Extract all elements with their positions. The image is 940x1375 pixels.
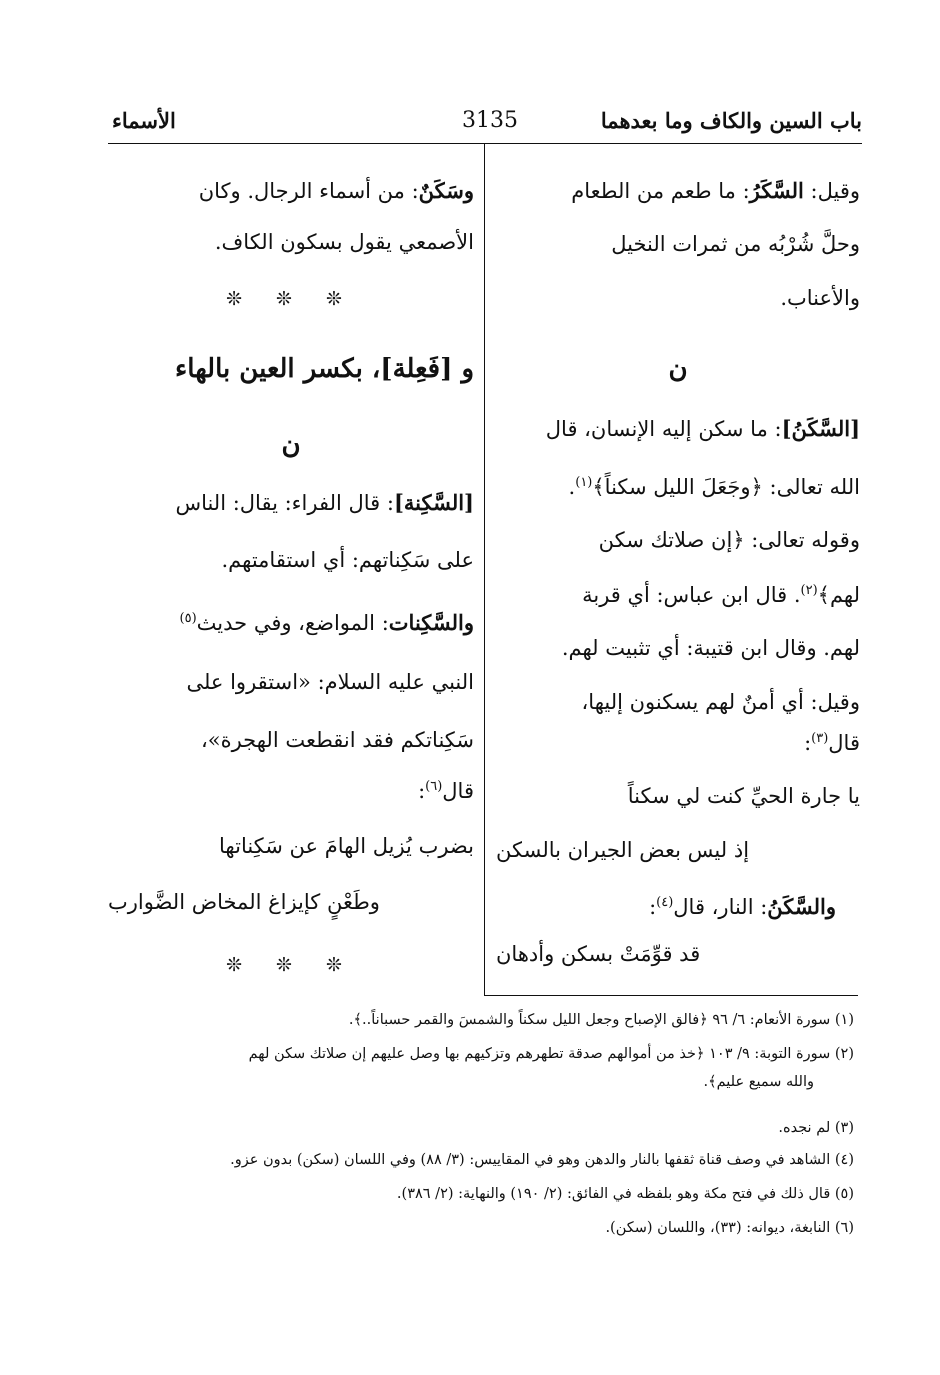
running-header-section: الأسماء bbox=[112, 108, 176, 133]
footnote-ref: (٣) bbox=[811, 731, 829, 746]
footnote: (١) سورة الأنعام: ٦/ ٩٦ ﴿فالق الإصباح وجعل الليل سكناً والشمسَ والقمر حسباناً..﴾. bbox=[348, 1012, 854, 1028]
text-line: على سَكِناتهم: أي استقامتهم. bbox=[221, 548, 474, 572]
verse-line: إذ ليس بعض الجيران بالسكن bbox=[496, 838, 750, 862]
footnote-ref: (٢) bbox=[800, 583, 818, 598]
verse-line: يا جارة الحيِّ كنت لي سكناً bbox=[627, 784, 860, 808]
column-divider bbox=[484, 143, 485, 995]
footnote-continuation: والله سميع عليم﴾. bbox=[703, 1074, 814, 1090]
text-line: وقوله تعالى: ﴿إن صلاتك سكن bbox=[598, 528, 860, 552]
footnote-rule bbox=[484, 995, 858, 996]
footnote: (٥) قال ذلك في فتح مكة وهو بلفظه في الفائق: (٢/ ١٩٠) والنهاية: (٢/ ٣٨٦). bbox=[396, 1186, 854, 1202]
section-separator: ❊ ❊ ❊ bbox=[226, 288, 356, 310]
verse-line: وطَعْنٍ كإيزاغ المخاض الضَّوارب bbox=[108, 890, 380, 914]
footnote: (٦) النابغة، ديوانه: (٣٣)، واللسان (سكن). bbox=[605, 1220, 854, 1236]
entry-term: والسَّكَنُ bbox=[767, 894, 836, 919]
page-number: 3135 bbox=[462, 108, 518, 133]
text-line: لهم﴾$^{(٢)}$. قال ابن عباس: أي قربة bbox=[582, 583, 860, 607]
text-line: وحلَّ شُرْبُه من ثمرات النخيل bbox=[611, 232, 860, 256]
text-line: سَكِناتكم فقد انقطعت الهجرة»، bbox=[200, 728, 474, 752]
text-line: [السَّكِنة]: قال الفراء: يقال: الناس bbox=[175, 490, 474, 515]
entry-term: والسَّكِنات bbox=[388, 610, 474, 635]
footnote: (٣) لم نجده. bbox=[778, 1120, 854, 1136]
running-header-chapter: باب السين والكاف وما بعدهما bbox=[600, 108, 862, 133]
entry-term: السَّكَرُ bbox=[749, 178, 804, 203]
verse-line: بضرب يُزيل الهامَ عن سَكِناتها bbox=[219, 834, 474, 858]
footnote: (٢) سورة التوبة: ٩/ ١٠٣ ﴿خذ من أموالهم صدقة تطهرهم وتزكيهم بها وصل عليهم إن صلاتك سكن لهم bbox=[248, 1046, 854, 1062]
entry-term: [السَّكَنُ] bbox=[781, 416, 860, 441]
letter-heading: ن bbox=[668, 354, 688, 384]
section-separator: ❊ ❊ ❊ bbox=[226, 954, 356, 976]
text-line: لهم. وقال ابن قتيبة: أي تثبيت لهم. bbox=[561, 636, 860, 660]
text-line: والسَّكَنُ: النار، قال$^{(٤)}$: bbox=[649, 894, 836, 919]
text-line: والسَّكِنات: المواضع، وفي حديث$^{(٥)}$ bbox=[179, 610, 474, 635]
text-line: الله تعالى: ﴿وجَعَلَ الليل سكناً﴾$^{(١)}$. bbox=[568, 475, 860, 499]
entry-term: [السَّكِنة] bbox=[393, 490, 474, 515]
text-line: وقيل: أي أمنٌ لهم يسكنون إليها، bbox=[581, 690, 860, 714]
text-line: النبي عليه السلام: «استقروا على bbox=[186, 670, 474, 694]
footnote: (٤) الشاهد في وصف قناة ثقفها بالنار والدهن وهو في المقاييس: (٣/ ٨٨) وفي اللسان (سكن) بدون عزو. bbox=[230, 1152, 854, 1168]
text-line: قال$^{(٣)}$: bbox=[804, 731, 860, 755]
text-line: وسَكَنٌ: من أسماء الرجال. وكان bbox=[198, 178, 474, 203]
text-line: قال$^{(٦)}$: bbox=[418, 779, 474, 803]
footnote-ref: (٥) bbox=[179, 611, 197, 626]
text-line: [السَّكَنُ]: ما سكن إليه الإنسان، قال bbox=[545, 416, 860, 441]
footnote-ref: (٤) bbox=[656, 895, 674, 910]
section-heading: و [فَعِلة]، بكسر العين بالهاء bbox=[175, 354, 474, 384]
text-line: الأصمعي يقول بسكون الكاف. bbox=[214, 230, 474, 254]
text-line: والأعناب. bbox=[780, 286, 860, 310]
letter-heading: ن bbox=[281, 430, 301, 460]
header-rule bbox=[108, 143, 862, 144]
verse-line: قد قوِّمَتْ بسكن وأدهان bbox=[496, 942, 701, 966]
footnote-ref: (٦) bbox=[425, 779, 443, 794]
footnote-ref: (١) bbox=[575, 475, 593, 490]
text-line: وقيل: السَّكَرُ: ما طعم من الطعام bbox=[571, 178, 860, 203]
entry-term: وسَكَنٌ bbox=[418, 178, 474, 203]
